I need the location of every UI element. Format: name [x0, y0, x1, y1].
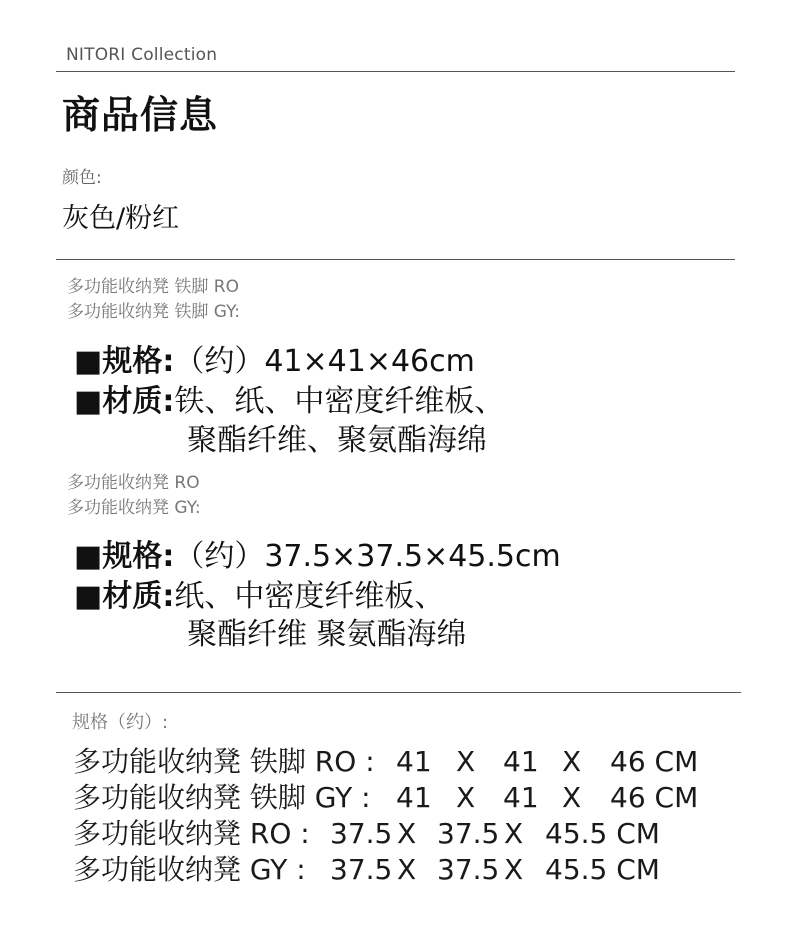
row-name: 多功能收纳凳 铁脚 RO :: [73, 745, 375, 778]
variant-name: 多功能收纳凳 铁脚 RO: [67, 277, 240, 297]
row-height: 45.5 CM: [545, 817, 660, 850]
row-times: X: [397, 817, 417, 850]
spec-material-value: 纸、中密度纤维板、: [174, 579, 445, 614]
size-table-label: 规格（约）:: [72, 712, 169, 733]
row-width: 37.5: [330, 817, 393, 850]
row-times: X: [456, 781, 476, 814]
row-width: 41: [396, 745, 432, 778]
color-label: 颜色:: [62, 168, 102, 188]
spec-material-key: ■材质:: [74, 384, 175, 419]
row-depth: 41: [503, 781, 539, 814]
table-row: [73, 744, 713, 780]
row-depth: 37.5: [437, 817, 500, 850]
spec-size-key: ■规格:: [74, 344, 175, 379]
row-name: 多功能收纳凳 RO :: [73, 817, 310, 850]
spec-material-continued: 聚酯纤维、聚氨酯海绵: [187, 423, 487, 458]
row-times: X: [456, 745, 476, 778]
row-depth: 37.5: [437, 853, 500, 886]
row-times: X: [504, 817, 524, 850]
row-name: 多功能收纳凳 铁脚 GY :: [73, 781, 371, 814]
row-times: X: [562, 781, 582, 814]
spec-size-line: [74, 537, 561, 577]
spec-material-key: ■材质:: [74, 579, 175, 614]
page-title: 商品信息: [62, 93, 219, 137]
brand-label: NITORI Collection: [66, 45, 218, 65]
variant-names-iron-leg: [67, 275, 240, 325]
spec-size-value: （约）41×41×46cm: [174, 344, 475, 379]
row-height: 45.5 CM: [545, 853, 660, 886]
row-width: 41: [396, 781, 432, 814]
table-row: [73, 852, 673, 888]
variant-name: 多功能收纳凳 RO: [67, 473, 200, 493]
row-depth: 41: [503, 745, 539, 778]
spec-size-key: ■规格:: [74, 539, 175, 574]
header-divider: [56, 71, 735, 72]
row-height: 46 CM: [610, 781, 699, 814]
spec-material-value: 铁、纸、中密度纤维板、: [174, 384, 505, 419]
table-row: [73, 780, 713, 816]
row-times: X: [562, 745, 582, 778]
row-times: X: [504, 853, 524, 886]
variant-name: 多功能收纳凳 铁脚 GY:: [67, 302, 240, 322]
row-name: 多功能收纳凳 GY :: [73, 853, 306, 886]
table-row: [73, 816, 673, 852]
row-height: 46 CM: [610, 745, 699, 778]
section-divider: [56, 259, 735, 260]
spec-material-line: [74, 382, 504, 422]
spec-size-line: [74, 342, 475, 382]
table-divider: [56, 692, 741, 693]
spec-size-value: （约）37.5×37.5×45.5cm: [174, 539, 561, 574]
spec-material-line: [74, 577, 444, 617]
variant-names-standard: [67, 471, 201, 521]
row-width: 37.5: [330, 853, 393, 886]
color-value: 灰色/粉红: [62, 203, 180, 234]
spec-material-continued: 聚酯纤维 聚氨酯海绵: [187, 617, 467, 652]
row-times: X: [397, 853, 417, 886]
variant-name: 多功能收纳凳 GY:: [67, 498, 201, 518]
